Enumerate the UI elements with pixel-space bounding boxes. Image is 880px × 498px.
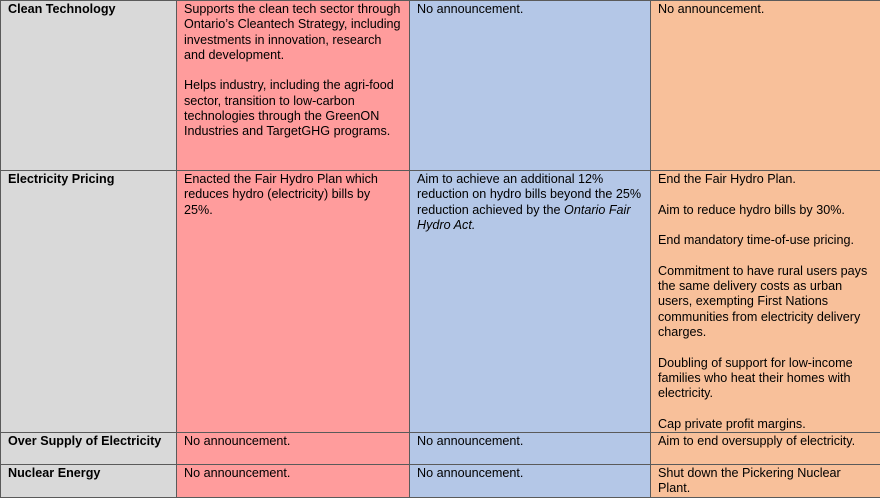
cell-paragraph: End mandatory time-of-use pricing. bbox=[658, 233, 873, 248]
topic-label: Over Supply of Electricity bbox=[8, 434, 161, 448]
party-3-cell bbox=[651, 465, 880, 498]
row-topic-cell bbox=[1, 465, 177, 498]
table-row-over-supply bbox=[1, 433, 880, 465]
cell-paragraph: Supports the clean tech sector through Ontario’s Cleantech Strategy, including investments in innovation, research and development. bbox=[184, 2, 402, 63]
row-topic-cell bbox=[1, 433, 177, 465]
cell-paragraph: No announcement. bbox=[417, 466, 643, 481]
party-3-cell bbox=[651, 171, 880, 433]
party-1-cell bbox=[177, 171, 410, 433]
cell-paragraph: End the Fair Hydro Plan. bbox=[658, 172, 873, 187]
party-1-cell bbox=[177, 465, 410, 498]
cell-paragraph: No announcement. bbox=[658, 2, 873, 17]
party-3-cell bbox=[651, 433, 880, 465]
table-row-clean-technology bbox=[1, 1, 880, 171]
cell-paragraph: Aim to end oversupply of electricity. bbox=[658, 434, 873, 449]
cell-paragraph: Aim to reduce hydro bills by 30%. bbox=[658, 203, 873, 218]
party-2-cell bbox=[410, 171, 651, 433]
cell-text: Aim to achieve an additional 12% reduction on hydro bills beyond the 25% reduction achieved by the bbox=[417, 172, 641, 217]
party-2-cell bbox=[410, 1, 651, 171]
cell-paragraph: Enacted the Fair Hydro Plan which reduces hydro (electricity) bills by 25%. bbox=[184, 172, 402, 218]
party-2-cell bbox=[410, 433, 651, 465]
party-3-cell bbox=[651, 1, 880, 171]
row-topic-cell bbox=[1, 1, 177, 171]
cell-paragraph: Cap private profit margins. bbox=[658, 417, 873, 432]
cell-paragraph bbox=[417, 172, 643, 233]
cell-paragraph: No announcement. bbox=[184, 466, 402, 481]
cell-paragraph: No announcement. bbox=[417, 2, 643, 17]
topic-label: Nuclear Energy bbox=[8, 466, 100, 480]
party-1-cell bbox=[177, 1, 410, 171]
cell-paragraph: Helps industry, including the agri-food sector, transition to low-carbon technologies through the GreenON Industries and TargetGHG programs. bbox=[184, 78, 402, 139]
party-2-cell bbox=[410, 465, 651, 498]
party-1-cell bbox=[177, 433, 410, 465]
cell-paragraph: Commitment to have rural users pays the same delivery costs as urban users, exempting First Nations communities from electricity delivery charges. bbox=[658, 264, 873, 340]
row-topic-cell bbox=[1, 171, 177, 433]
topic-label: Clean Technology bbox=[8, 2, 116, 16]
cell-paragraph: Doubling of support for low-income families who heat their homes with electricity. bbox=[658, 356, 873, 402]
table-row-nuclear-energy bbox=[1, 465, 880, 498]
cell-paragraph: Shut down the Pickering Nuclear Plant. bbox=[658, 466, 873, 497]
cell-paragraph: No announcement. bbox=[184, 434, 402, 449]
act-name-italic: Ontario Fair Hydro Act. bbox=[417, 203, 631, 232]
table-row-electricity-pricing bbox=[1, 171, 880, 433]
topic-label: Electricity Pricing bbox=[8, 172, 114, 186]
cell-paragraph: No announcement. bbox=[417, 434, 643, 449]
